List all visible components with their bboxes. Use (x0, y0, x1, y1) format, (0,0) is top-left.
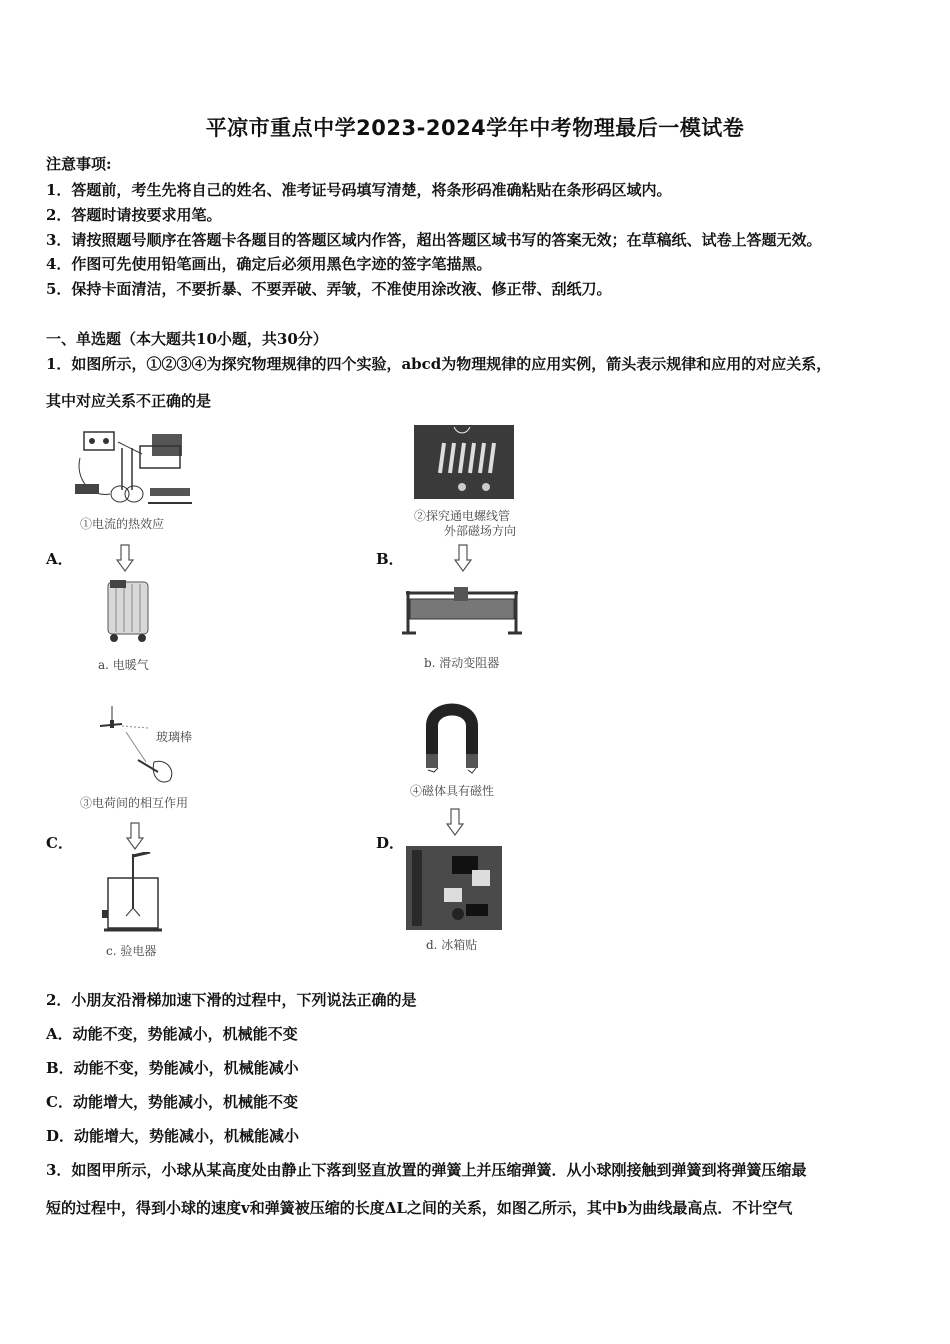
question-3-stem-cont: 短的过程中，得到小球的速度v和弹簧被压缩的长度ΔL之间的关系，如图乙所示，其中b为曲线最高点．不计空气 (46, 1199, 793, 1217)
note-item: 4．作图可先使用铅笔画出，确定后必须用黑色字迹的签字笔描黑。 (46, 255, 492, 273)
option-c-label: C． (46, 834, 73, 852)
down-arrow-icon (116, 544, 134, 572)
note-item: 3．请按照题号顺序在答题卡各题目的答题区域内作答，超出答题区域书写的答案无效；在草稿纸、试卷上答题无效。 (46, 231, 822, 249)
glass-rod-label: 玻璃棒 (156, 730, 193, 744)
option-a-label: A． (46, 550, 73, 568)
option-b-label: B． (376, 550, 404, 568)
question-2-option-b: B．动能不变，势能减小，机械能减小 (46, 1059, 299, 1077)
down-arrow-icon (126, 822, 144, 850)
question-2-option-c: C．动能增大，势能减小，机械能不变 (46, 1093, 298, 1111)
option-d-label: D． (376, 834, 405, 852)
experiment-1-caption: ①电流的热效应 (80, 517, 165, 531)
note-item: 5．保持卡面清洁，不要折暴、不要弄破、弄皱，不准使用涂改液、修正带、刮纸刀。 (46, 280, 612, 298)
electroscope-image (100, 852, 166, 936)
down-arrow-icon (454, 544, 472, 572)
application-d-caption: d. 冰箱贴 (426, 938, 478, 952)
electric-heater-image (104, 578, 152, 644)
horseshoe-magnet-image (424, 700, 480, 774)
question-1-stem: 1．如图所示，①②③④为探究物理规律的四个实验，abcd为物理规律的应用实例，箭头表示规律和应用的对应关系， (46, 355, 832, 373)
experiment-4-caption: ④磁体具有磁性 (410, 784, 495, 798)
experiment-2-caption-cont: 外部磁场方向 (444, 524, 517, 538)
experiment-3-caption: ③电荷间的相互作用 (80, 796, 189, 810)
question-3-stem: 3．如图甲所示，小球从某高度处由静止下落到竖直放置的弹簧上并压缩弹簧．从小球刚接触到弹簧到将弹簧压缩最 (46, 1161, 807, 1179)
fridge-magnet-photo (406, 846, 502, 930)
question-2-stem: 2．小朋友沿滑梯加速下滑的过程中，下列说法正确的是 (46, 991, 417, 1009)
question-1-stem-cont: 其中对应关系不正确的是 (46, 392, 212, 410)
question-2-option-a: A．动能不变，势能减小，机械能不变 (46, 1025, 298, 1043)
charge-interaction-image (80, 704, 193, 786)
application-a-caption: a. 电暖气 (98, 658, 149, 672)
down-arrow-icon (446, 808, 464, 836)
section-heading: 一、单选题（本大题共10小题，共30分） (46, 330, 328, 348)
note-item: 2．答题时请按要求用笔。 (46, 206, 222, 224)
application-c-caption: c. 验电器 (106, 944, 157, 958)
page-title: 平凉市重点中学2023-2024学年中考物理最后一模试卷 (205, 116, 745, 140)
note-item: 1．答题前，考生先将自己的姓名、准考证号码填写清楚，将条形码准确粘贴在条形码区域内。 (46, 181, 672, 199)
notes-heading: 注意事项: (46, 155, 112, 173)
application-b-caption: b. 滑动变阻器 (424, 656, 500, 670)
experiment-2-caption: ②探究通电螺线管 (414, 509, 511, 523)
question-2-option-d: D．动能增大，势能减小，机械能减小 (46, 1127, 300, 1145)
solenoid-experiment-photo (414, 425, 514, 499)
sliding-rheostat-image (402, 585, 522, 637)
joule-heating-apparatus-image (70, 428, 200, 513)
